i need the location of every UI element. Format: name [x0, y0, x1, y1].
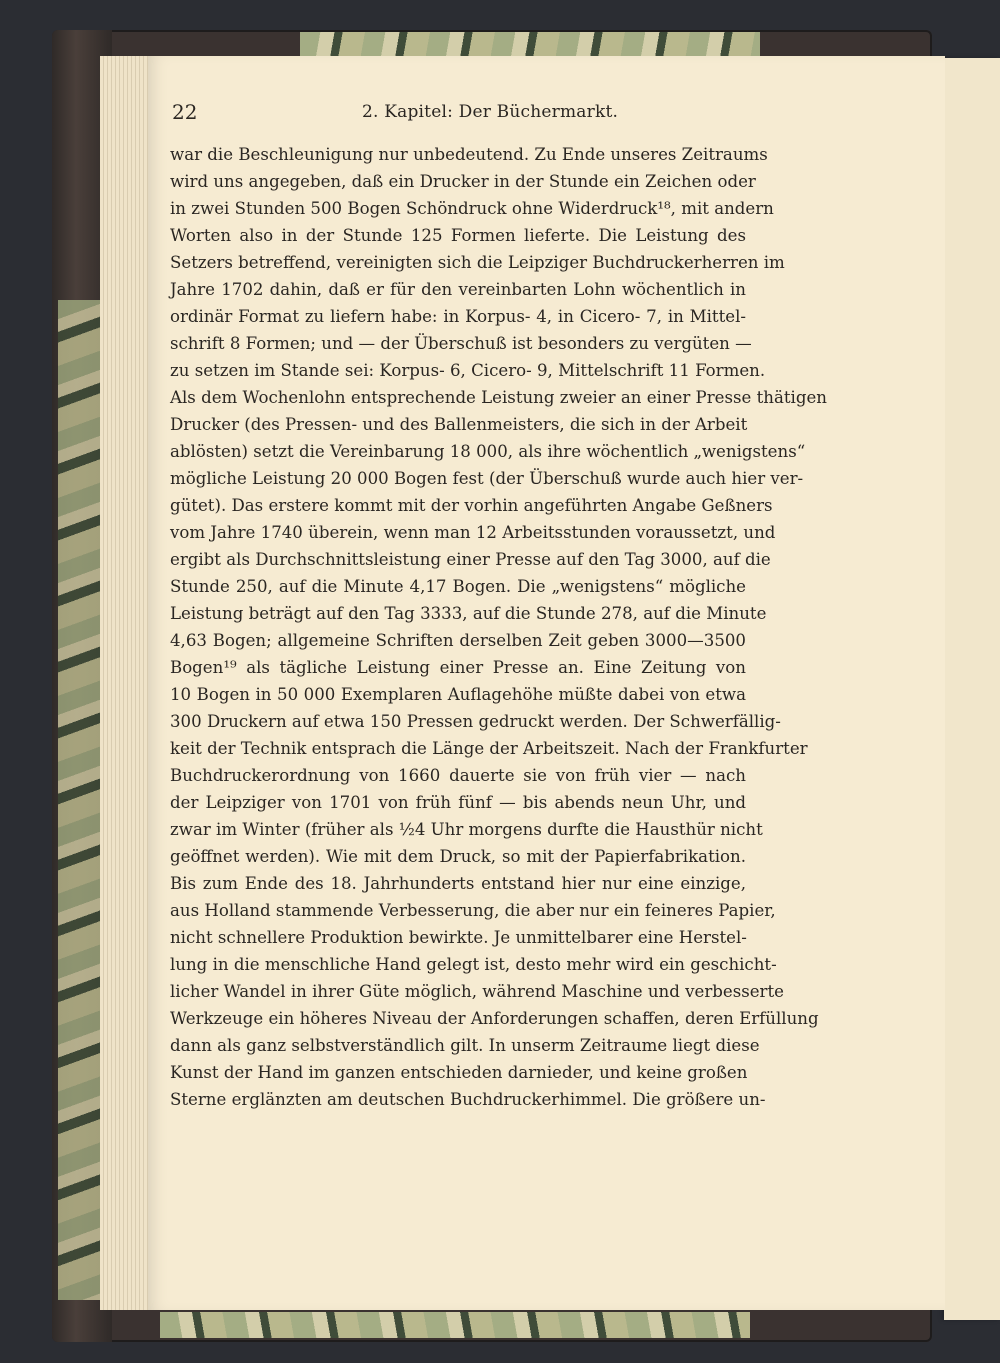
page-stack-edges	[100, 56, 150, 1310]
text-line: geöffnet werden). Wie mit dem Druck, so mit der Papierfabrikation.	[170, 847, 746, 866]
text-line: Leistung beträgt auf den Tag 3333, auf die Stunde 278, auf die Minute	[170, 604, 767, 623]
text-line: Kunst der Hand im ganzen entschieden darnieder, und keine großen	[170, 1063, 748, 1082]
text-line: dann als ganz selbstverständlich gilt. In unserm Zeitraume liegt diese	[170, 1036, 760, 1055]
text-line: Worten also in der Stunde 125 Formen lieferte. Die Leistung des	[170, 226, 746, 245]
text-line: lung in die menschliche Hand gelegt ist, desto mehr wird ein geschicht-	[170, 955, 777, 974]
facing-page-edge	[944, 58, 1000, 1320]
text-line: in zwei Stunden 500 Bogen Schöndruck ohne Widerdruck¹⁸, mit andern	[170, 199, 774, 218]
page-number: 22	[172, 100, 198, 124]
text-line: 4,63 Bogen; allgemeine Schriften derselben Zeit geben 3000—3500	[170, 631, 746, 650]
text-line: Setzers betreffend, vereinigten sich die Leipziger Buchdruckerherren im	[170, 253, 785, 272]
text-line: war die Beschleunigung nur unbedeutend. Zu Ende unseres Zeitraums	[170, 145, 768, 164]
text-line: Bogen¹⁹ als tägliche Leistung einer Presse an. Eine Zeitung von	[170, 658, 746, 677]
text-line: Sterne erglänzten am deutschen Buchdruckerhimmel. Die größere un-	[170, 1090, 766, 1109]
text-line: 300 Druckern auf etwa 150 Pressen gedruckt werden. Der Schwerfällig-	[170, 712, 781, 731]
text-line: ergibt als Durchschnittsleistung einer Presse auf den Tag 3000, auf die	[170, 550, 771, 569]
text-line: 10 Bogen in 50 000 Exemplaren Auflagehöhe müßte dabei von etwa	[170, 685, 746, 704]
page-header	[172, 100, 747, 126]
marbled-cover-bottom	[160, 1312, 750, 1338]
text-line: aus Holland stammende Verbesserung, die aber nur ein feineres Papier,	[170, 901, 776, 920]
marbled-cover-top	[300, 32, 760, 56]
text-line: Buchdruckerordnung von 1660 dauerte sie von früh vier — nach	[170, 766, 746, 785]
text-line: Jahre 1702 dahin, daß er für den vereinbarten Lohn wöchentlich in	[170, 280, 746, 299]
text-line: ordinär Format zu liefern habe: in Korpus- 4, in Cicero- 7, in Mittel-	[170, 307, 746, 326]
text-line: schrift 8 Formen; und — der Überschuß ist besonders zu vergüten —	[170, 334, 752, 353]
text-line: Drucker (des Pressen- und des Ballenmeisters, die sich in der Arbeit	[170, 415, 748, 434]
text-line: der Leipziger von 1701 von früh fünf — bis abends neun Uhr, und	[170, 793, 746, 812]
text-line: gütet). Das erstere kommt mit der vorhin angeführten Angabe Geßners	[170, 496, 773, 515]
text-line: vom Jahre 1740 überein, wenn man 12 Arbeitsstunden voraussetzt, und	[170, 523, 776, 542]
text-line: mögliche Leistung 20 000 Bogen fest (der Überschuß wurde auch hier ver-	[170, 469, 804, 488]
text-line: keit der Technik entsprach die Länge der Arbeitszeit. Nach der Frankfurter	[170, 739, 808, 758]
text-line: licher Wandel in ihrer Güte möglich, während Maschine und verbesserte	[170, 982, 784, 1001]
running-head: 2. Kapitel: Der Büchermarkt.	[362, 102, 619, 122]
text-line: zwar im Winter (früher als ½4 Uhr morgens durfte die Hausthür nicht	[170, 820, 763, 839]
text-line: Als dem Wochenlohn entsprechende Leistung zweier an einer Presse thätigen	[170, 388, 827, 407]
text-line: nicht schnellere Produktion bewirkte. Je unmittelbarer eine Herstel-	[170, 928, 747, 947]
body-text	[170, 141, 827, 1113]
text-line: Bis zum Ende des 18. Jahrhunderts entstand hier nur eine einzige,	[170, 874, 746, 893]
marbled-cover-left	[58, 300, 106, 1300]
text-line: zu setzen im Stande sei: Korpus- 6, Cicero- 9, Mittelschrift 11 Formen.	[170, 361, 766, 380]
text-line: Werkzeuge ein höheres Niveau der Anforderungen schaffen, deren Erfüllung	[170, 1009, 819, 1028]
text-line: Stunde 250, auf die Minute 4,17 Bogen. Die „wenigstens“ mögliche	[170, 577, 746, 596]
text-line: ablösten) setzt die Vereinbarung 18 000, als ihre wöchentlich „wenigstens“	[170, 442, 806, 461]
text-line: wird uns angegeben, daß ein Drucker in der Stunde ein Zeichen oder	[170, 172, 756, 191]
